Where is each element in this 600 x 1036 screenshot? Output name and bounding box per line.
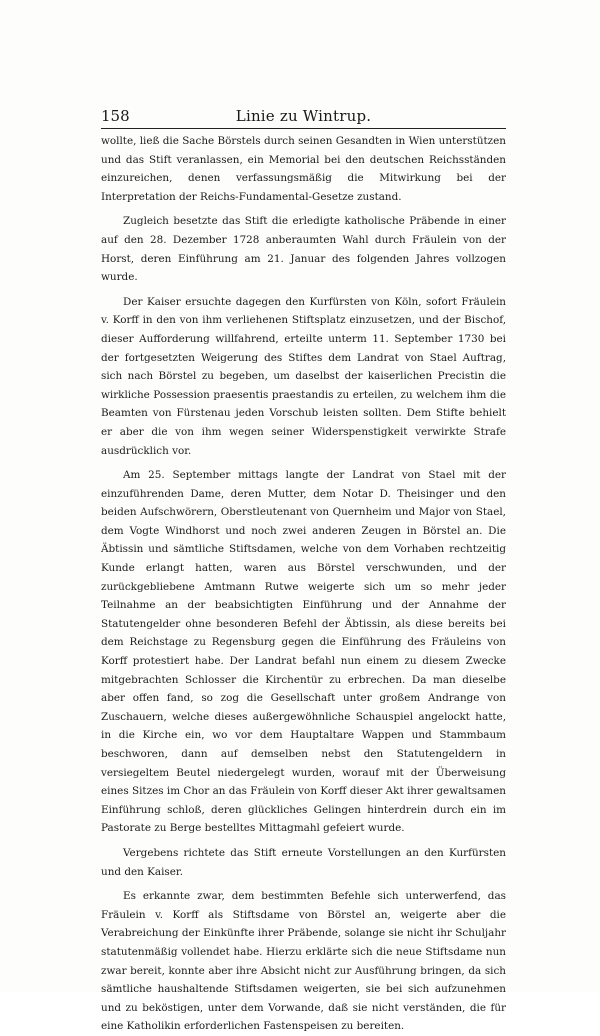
paragraph: Zugleich besetzte das Stift die erledigte katholische Präbende in einer auf den 28. Dezember 1728 anberaumten Wahl durch Fräulein von der Horst, deren Einführung am 21. Januar des folgenden Jahres vollzogen wurde.: [101, 215, 506, 284]
paragraph: Der Kaiser ersuchte dagegen den Kurfürsten von Köln, sofort Fräulein v. Korff in den von ihm verliehenen Stiftsplatz einzusetzen, und der Bischof, dieser Aufforderung willfahrend, erteilte unterm 11. September 1730 bei der fortgesetzten Weigerung des Stiftes dem Landrat von Stael Auftrag, sich nach Börstel zu begeben, um daselbst der kaiserlichen Precistin die wirkliche Possession praesentis praestandis zu erteilen, zu welchem ihm die Beamten von Fürstenau jeden Vorschub leisten sollten. Dem Stifte behielt er aber die von ihm wegen seiner Widerspenstigkeit verwirkte Strafe ausdrücklich vor.: [101, 295, 506, 457]
paragraph: Vergebens richtete das Stift erneute Vorstellungen an den Kurfürsten und den Kaiser.: [101, 846, 506, 878]
page-header: [101, 106, 506, 129]
paragraph: Es erkannte zwar, dem bestimmten Befehle sich unterwerfend, das Fräulein v. Korff als Stiftsdame von Börstel an, weigerte aber die Verabreichung der Einkünfte ihrer Präbende, solange sie nicht ihr Schuljahr statutenmäßig vollendet habe. Hierzu erklärte sich die neue Stiftsdame nun zwar bereit, konnte aber ihre Absicht nicht zur Ausführung bringen, da sich sämtliche haushaltende Stiftsdamen weigerten, sie bei sich aufzunehmen und zu beköstigen, unter dem Vorwande, daß sie nicht verständen, die für eine Katholikin erforderlichen Fastenspeisen zu bereiten.: [101, 890, 506, 1033]
paragraph: wollte, ließ die Sache Börstels durch seinen Gesandten in Wien unterstützen und das Stift veranlassen, ein Memorial bei den deutschen Reichsständen einzureichen, denen verfassungsmäßig die Mitwirkung bei der Interpretation der Reichs-Fundamental-Gesetze zustand.: [101, 135, 506, 203]
running-title: Linie zu Wintrup.: [235, 107, 372, 125]
paragraph: Am 25. September mittags langte der Landrat von Stael mit der einzuführenden Dame, deren Mutter, dem Notar D. Theisinger und den beiden Aufschwörern, Oberstleutenant von Quernheim und Major von Stael, dem Vogte Windhorst und noch zwei anderen Zeugen in Börstel an. Die Äbtissin und sämtliche Stiftsdamen, welche von dem Vorhaben rechtzeitig Kunde erlangt hatten, waren aus Börstel verschwunden, und der zurückgebliebene Amtmann Rutwe weigerte sich um so mehr jeder Teilnahme an der beabsichtigten Einführung und der Annahme der Statutengelder ohne besonderen Befehl der Äbtissin, als diese bereits bei dem Reichstage zu Regensburg gegen die Einführung des Fräuleins von Korff protestiert habe. Der Landrat befahl nun einem zu diesem Zwecke mitgebrachten Schlosser die Kirchentür zu erbrechen. Da man dieselbe aber offen fand, so zog die Gesellschaft unter großem Andrange von Zuschauern, welche dieses außergewöhnliche Schauspiel angelockt hatte, in die Kirche ein, wo vor dem Hauptaltare Wappen und Stammbaum beschworen, dann auf demselben nebst den Statutengeldern in versiegeltem Beutel niedergelegt wurden, worauf mit der Überweisung eines Sitzes im Chor an das Fräulein von Korff dieser Akt ihrer gewaltsamen Einführung schloß, deren glückliches Gelingen hinterdrein durch ein im Pastorate zu Berge bestelltes Mittagmahl gefeiert wurde.: [101, 469, 506, 835]
page-number: 158: [101, 107, 130, 125]
body-text: [101, 132, 506, 1036]
